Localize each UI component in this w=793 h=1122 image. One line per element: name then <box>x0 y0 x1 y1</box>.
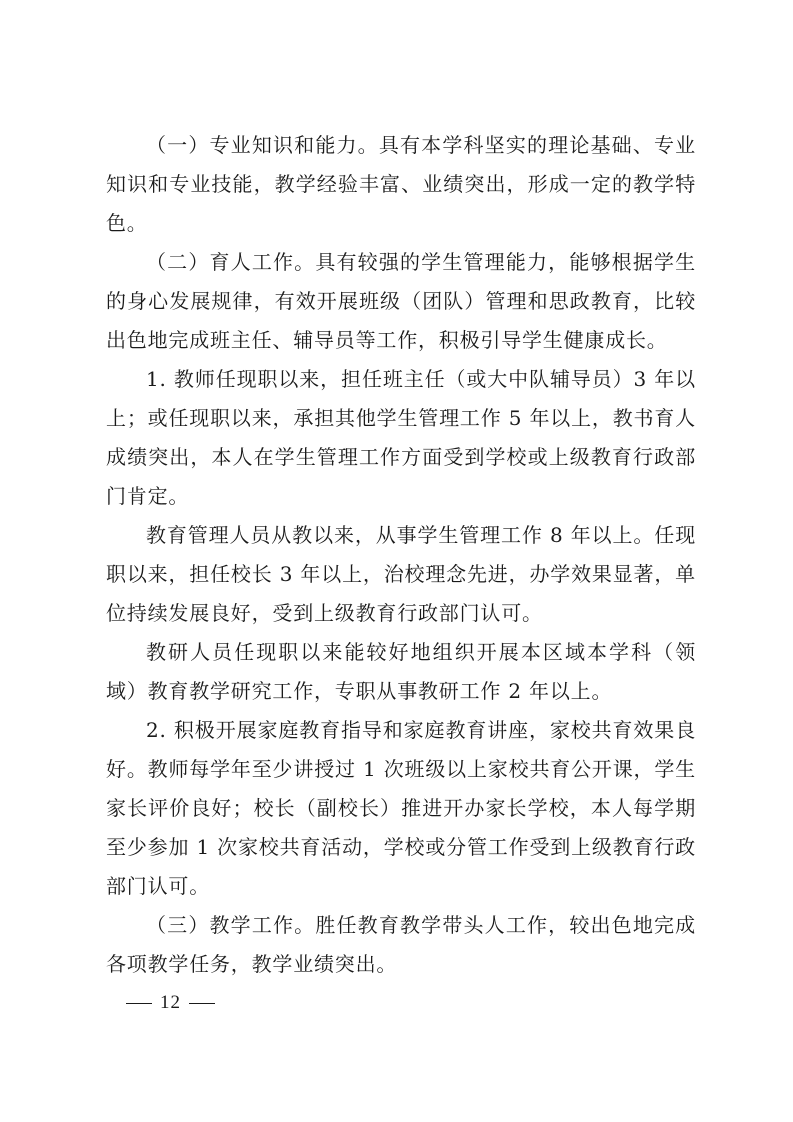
page-number-right-dash <box>189 1003 215 1004</box>
paragraph-professional-knowledge: （一）专业知识和能力。具有本学科坚实的理论基础、专业知识和专业技能，教学经验丰富、业绩突出，形成一定的教学特色。 <box>106 133 696 235</box>
paragraph-research-staff: 教研人员任现职以来能较好地组织开展本区域本学科（领域）教育教学研究工作，专职从事教研工作 2 年以上。 <box>106 640 696 703</box>
page-number-value: 12 <box>160 992 181 1013</box>
paragraph-item-1-teachers: 1. 教师任现职以来，担任班主任（或大中队辅导员）3 年以上；或任现职以来，承担其他学生管理工作 5 年以上，教书育人成绩突出，本人在学生管理工作方面受到学校或上级教育行政部门肯定。 <box>106 367 696 508</box>
body-text <box>106 126 696 984</box>
page-number <box>118 992 223 1014</box>
page-number-left-dash <box>126 1003 152 1004</box>
paragraph-teaching-work: （三）教学工作。胜任教育教学带头人工作，较出色地完成各项教学任务，教学业绩突出。 <box>106 913 696 976</box>
paragraph-management-staff: 教育管理人员从教以来，从事学生管理工作 8 年以上。任现职以来，担任校长 3 年以上，治校理念先进，办学效果显著，单位持续发展良好，受到上级教育行政部门认可。 <box>106 523 696 625</box>
paragraph-item-2-family-education: 2. 积极开展家庭教育指导和家庭教育讲座，家校共育效果良好。教师每学年至少讲授过 1 次班级以上家校共育公开课，学生家长评价良好；校长（副校长）推进开办家长学校，本人每学期至少参加 1 次家校共育活动，学校或分管工作受到上级教育行政部门认可。 <box>106 718 696 898</box>
paragraph-educating-work: （二）育人工作。具有较强的学生管理能力，能够根据学生的身心发展规律，有效开展班级（团队）管理和思政教育，比较出色地完成班主任、辅导员等工作，积极引导学生健康成长。 <box>106 250 696 352</box>
